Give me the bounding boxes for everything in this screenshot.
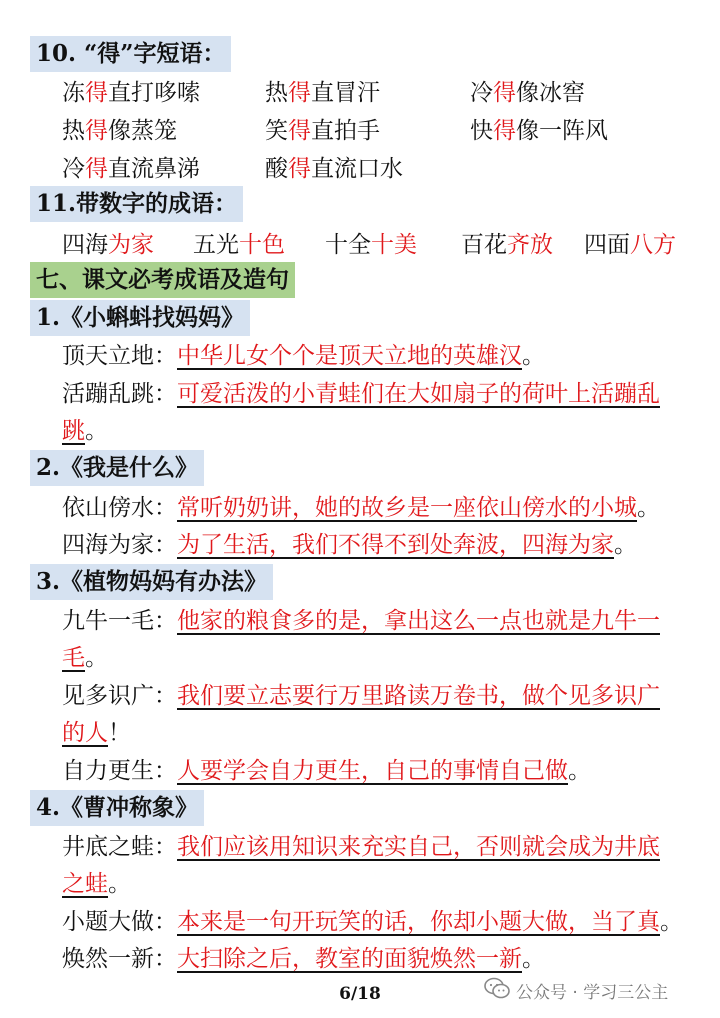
section-10-heading: 10. “得”字短语： — [30, 36, 231, 72]
wechat-icon — [484, 977, 510, 1004]
idiom-sentence: 顶天立地：中华儿女个个是顶天立地的英雄汉。 — [62, 343, 545, 369]
phrase-item: 冻得直打哆嗦 — [62, 80, 200, 106]
idiom-sentence: 见多识广：我们要立志要行万里路读万卷书，做个见多识广 — [62, 683, 660, 709]
page-number: 6/18 — [339, 984, 381, 1004]
phrase-item: 热得像蒸笼 — [62, 118, 177, 144]
idiom-item: 百花齐放 — [461, 232, 553, 258]
idiom-sentence: 小题大做：本来是一句开玩笑的话，你却小题大做，当了真。 — [62, 909, 683, 935]
watermark-text: 公众号 · 学习三公主 — [516, 983, 669, 1003]
idiom-sentence: 四海为家：为了生活，我们不得不到处奔波，四海为家。 — [62, 532, 637, 558]
idiom-sentence-continued: 的人！ — [62, 720, 131, 746]
phrase-item: 热得直冒汗 — [265, 80, 380, 106]
lesson-1-heading: 1.《小蝌蚪找妈妈》 — [30, 300, 250, 336]
idiom-sentence: 九牛一毛：他家的粮食多的是，拿出这么一点也就是九牛一 — [62, 608, 660, 634]
idiom-sentence: 自力更生：人要学会自力更生，自己的事情自己做。 — [62, 758, 591, 784]
lesson-4-heading: 4.《曹冲称象》 — [30, 790, 204, 826]
phrase-item: 笑得直拍手 — [265, 118, 380, 144]
phrase-item: 冷得像冰窖 — [470, 80, 585, 106]
idiom-sentence-continued: 之蛙。 — [62, 871, 131, 897]
phrase-item: 酸得直流口水 — [265, 156, 403, 182]
part-7-heading: 七、课文必考成语及造句 — [30, 262, 295, 298]
idiom-item: 四面八方 — [584, 232, 676, 258]
watermark — [484, 977, 668, 1004]
idiom-item: 四海为家 — [62, 232, 154, 258]
phrase-item: 冷得直流鼻涕 — [62, 156, 200, 182]
idiom-sentence: 活蹦乱跳：可爱活泼的小青蛙们在大如扇子的荷叶上活蹦乱 — [62, 381, 660, 407]
phrase-item: 快得像一阵风 — [470, 118, 608, 144]
section-11-heading: 11.带数字的成语： — [30, 186, 243, 222]
idiom-sentence: 井底之蛙：我们应该用知识来充实自己，否则就会成为井底 — [62, 834, 660, 860]
idiom-sentence: 依山傍水：常听奶奶讲，她的故乡是一座依山傍水的小城。 — [62, 495, 660, 521]
idiom-sentence: 焕然一新：大扫除之后，教室的面貌焕然一新。 — [62, 946, 545, 972]
idiom-sentence-continued: 毛。 — [62, 645, 108, 671]
lesson-2-heading: 2.《我是什么》 — [30, 450, 204, 486]
idiom-sentence-continued: 跳。 — [62, 418, 108, 444]
idiom-item: 五光十色 — [193, 232, 285, 258]
lesson-3-heading: 3.《植物妈妈有办法》 — [30, 564, 273, 600]
idiom-item: 十全十美 — [325, 232, 417, 258]
